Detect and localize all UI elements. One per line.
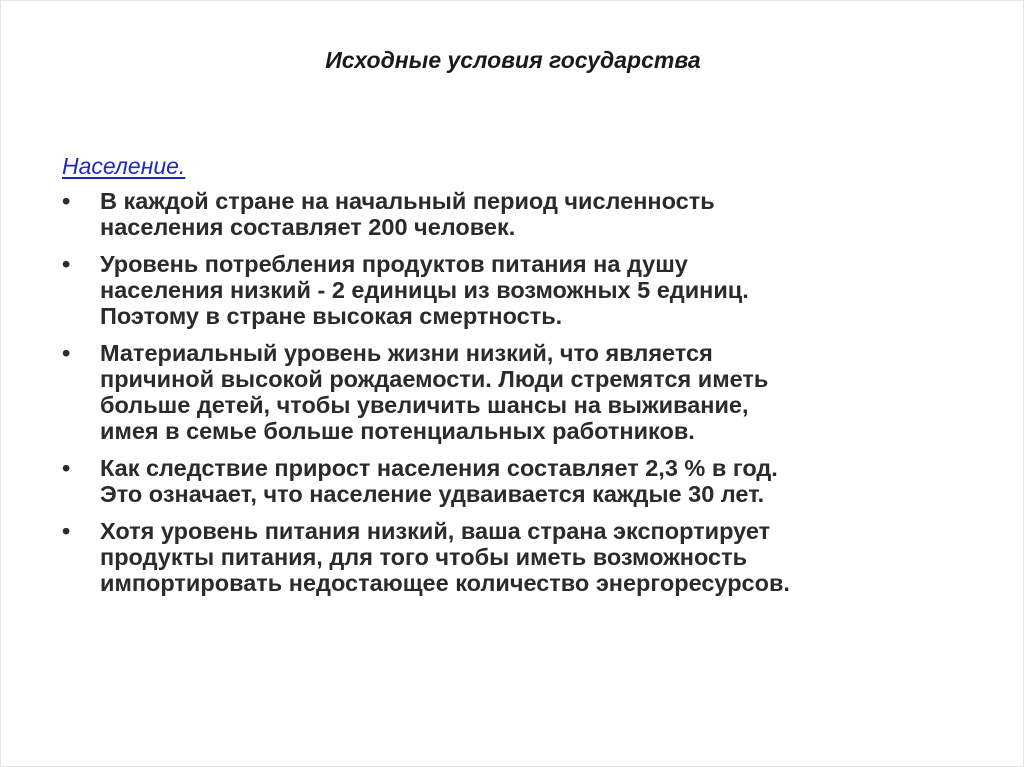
slide-title: Исходные условия государства [325, 47, 701, 73]
bullet-dot-icon: • [62, 340, 71, 366]
bullet-list [62, 188, 962, 607]
bullet-item [62, 340, 962, 444]
bullet-item [62, 455, 962, 507]
bullet-dot-icon: • [62, 251, 71, 277]
bullet-item [62, 518, 962, 596]
bullet-dot-icon: • [62, 455, 71, 481]
bullet-dot-icon: • [62, 518, 71, 544]
bullet-text: Хотя уровень питания низкий, ваша страна экспортирует продукты питания, для того чтобы иметь возможность импортировать недостающее количество энергоресурсов. [100, 518, 790, 596]
bullet-item [62, 251, 962, 329]
section-heading-population: Население. [62, 153, 186, 179]
bullet-dot-icon: • [62, 188, 71, 214]
bullet-text: Как следствие прирост населения составляет 2,3 % в год. Это означает, что население удваивается каждые 30 лет. [100, 455, 778, 507]
bullet-text: В каждой стране на начальный период численность населения составляет 200 человек. [100, 188, 715, 240]
bullet-item [62, 188, 962, 240]
bullet-text: Уровень потребления продуктов питания на душу населения низкий - 2 единицы из возможных 5 единиц. Поэтому в стране высокая смертность. [100, 251, 749, 329]
bullet-text: Материальный уровень жизни низкий, что является причиной высокой рождаемости. Люди стремятся иметь больше детей, чтобы увеличить шансы на выживание, имея в семье больше потенциальных работников. [100, 340, 769, 444]
